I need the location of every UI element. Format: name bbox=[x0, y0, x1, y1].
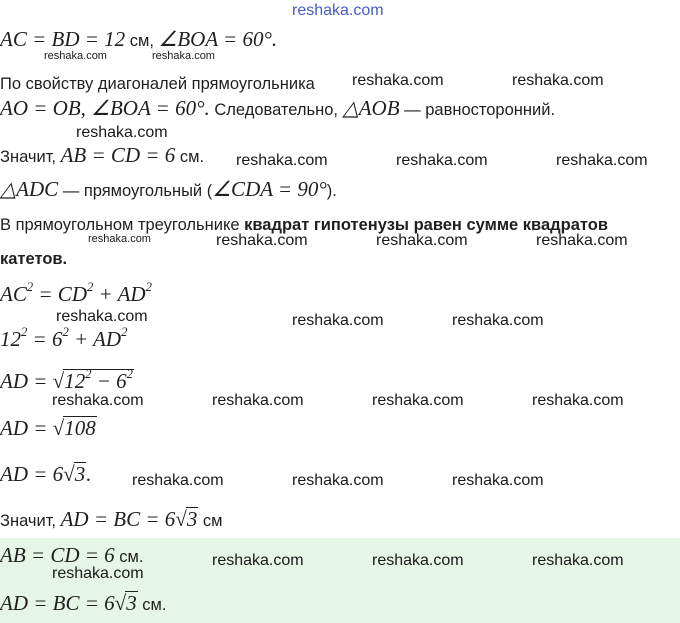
watermark: reshaka.com bbox=[532, 552, 624, 569]
watermark: reshaka.com bbox=[352, 72, 444, 89]
formula-pythagoras: $AC^2 = CD^2 + AD^2$ bbox=[0, 280, 152, 306]
watermark: reshaka.com bbox=[452, 472, 544, 489]
pythagoras-statement: В прямоугольном треугольнике квадрат гипотенузы равен сумме квадратов bbox=[0, 216, 608, 234]
watermark: reshaka.com bbox=[216, 232, 308, 249]
watermark: reshaka.com bbox=[76, 124, 168, 141]
ab-cd-line: Значит, AB = CD = 6 см. bbox=[0, 143, 205, 167]
watermark: reshaka.com bbox=[556, 152, 648, 169]
watermark: reshaka.com bbox=[452, 312, 544, 329]
watermark: reshaka.com bbox=[212, 392, 304, 409]
watermark: reshaka.com bbox=[52, 392, 144, 409]
watermark: reshaka.com bbox=[236, 152, 328, 169]
watermark: reshaka.com bbox=[372, 392, 464, 409]
watermark: reshaka.com bbox=[512, 72, 604, 89]
watermark: reshaka.com bbox=[292, 312, 384, 329]
answer-ab-cd: AB = CD = 6 см. bbox=[0, 543, 144, 567]
formula-ad-result: AD = 6√3. bbox=[0, 462, 92, 486]
answer-ad-bc: AD = BC = 6√3 см. bbox=[0, 591, 167, 615]
watermark: reshaka.com bbox=[396, 152, 488, 169]
watermark: reshaka.com bbox=[292, 472, 384, 489]
watermark: reshaka.com bbox=[88, 233, 151, 245]
watermark: reshaka.com bbox=[532, 392, 624, 409]
formula-ad-root: AD = $√12^2 - 6^2$ bbox=[0, 367, 133, 393]
watermark: reshaka.com bbox=[212, 552, 304, 569]
watermark: reshaka.com bbox=[536, 232, 628, 249]
given-line: AC = BD = 12 см, ∠BOA = 60°. bbox=[0, 27, 278, 51]
watermark-header: reshaka.com bbox=[292, 2, 384, 19]
formula-substituted: $12^2 = 6^2 + AD^2$ bbox=[0, 325, 128, 351]
watermark: reshaka.com bbox=[376, 232, 468, 249]
watermark: reshaka.com bbox=[132, 472, 224, 489]
conclusion-line: Значит, AD = BC = 6√3 см bbox=[0, 507, 223, 531]
watermark: reshaka.com bbox=[152, 50, 215, 62]
equilateral-line: AO = OB, ∠BOA = 60°. Следовательно, △AOB — равносторонний. bbox=[0, 96, 556, 120]
watermark: reshaka.com bbox=[52, 565, 144, 582]
formula-ad-108: AD = √108 bbox=[0, 416, 96, 440]
right-triangle-line: △ADC — прямоугольный (∠CDA = 90°). bbox=[0, 177, 337, 201]
watermark: reshaka.com bbox=[372, 552, 464, 569]
watermark: reshaka.com bbox=[56, 308, 148, 325]
pythagoras-statement-cont: катетов. bbox=[0, 250, 68, 268]
text-line: По свойству диагоналей прямоугольника bbox=[0, 75, 315, 93]
watermark: reshaka.com bbox=[44, 50, 107, 62]
